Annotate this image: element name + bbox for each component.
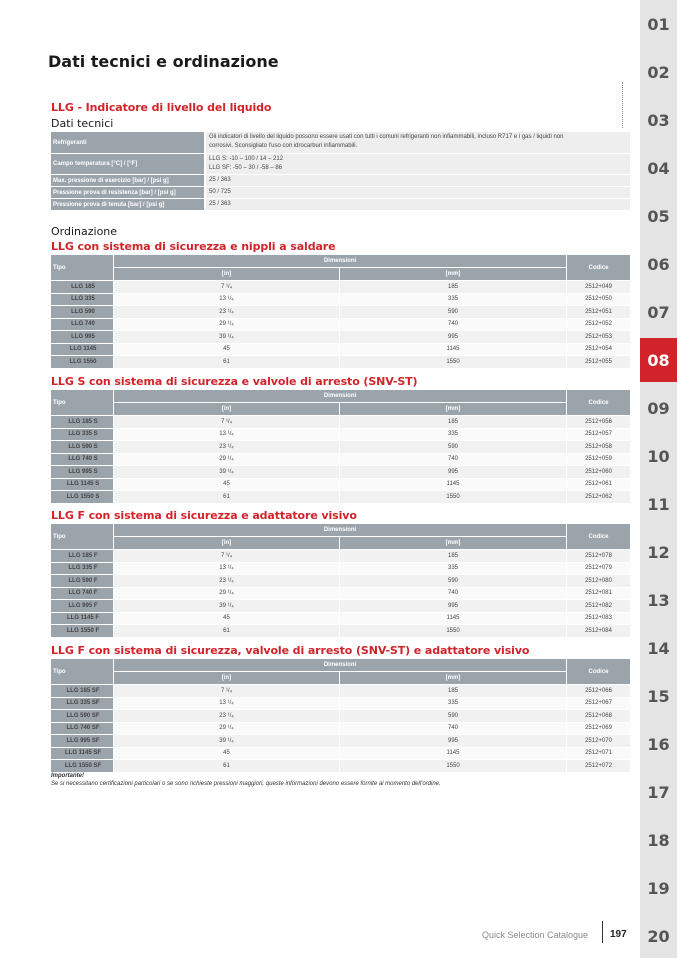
cell-tipo: LLG 1550 SF [51, 760, 113, 772]
cell-in: 7 ¹/₄ [114, 416, 339, 428]
cell-mm: 1550 [340, 760, 566, 772]
cell-tipo: LLG 1145 S [51, 479, 113, 491]
cell-codice: 2512+069 [567, 723, 630, 735]
order-table-title: LLG S con sistema di sicurezza e valvole di arresto (SNV-ST) [51, 375, 418, 388]
cell-mm: 335 [340, 563, 566, 575]
footer-catalogue-label: Quick Selection Catalogue [482, 930, 589, 940]
table-row [51, 294, 630, 306]
tech-row-value-line: 25 / 363 [209, 177, 231, 183]
header-mm: [mm] [340, 537, 566, 549]
chapter-tab-01[interactable]: 01 [647, 14, 670, 34]
table-row [51, 613, 630, 625]
chapter-tab-03[interactable]: 03 [647, 110, 670, 130]
cell-tipo: LLG 740 SF [51, 723, 113, 735]
cell-codice: 2512+072 [567, 760, 630, 772]
chapter-tab-strip [640, 0, 677, 958]
margin-marker [622, 82, 626, 128]
cell-codice: 2512+081 [567, 588, 630, 600]
cell-mm: 335 [340, 698, 566, 710]
cell-mm: 590 [340, 575, 566, 587]
cell-tipo: LLG 185 SF [51, 685, 113, 697]
cell-in: 45 [114, 479, 339, 491]
header-dimensioni: Dimensioni [114, 390, 566, 402]
header-codice: Codice [567, 524, 630, 549]
tech-row-value-line: corrosivi. Sconsigliato l'uso con idrocarburi infiammabili. [209, 142, 358, 149]
table-row [51, 698, 630, 710]
table-row [51, 306, 630, 318]
cell-mm: 740 [340, 454, 566, 466]
tech-row-label: Refrigeranti [51, 132, 204, 153]
cell-in: 13 ¹/₄ [114, 698, 339, 710]
order-table-header [51, 255, 630, 280]
header-in: [in] [114, 403, 339, 415]
header-mm: [mm] [340, 403, 566, 415]
cell-in: 23 ¹/₄ [114, 710, 339, 722]
cell-tipo: LLG 740 S [51, 454, 113, 466]
cell-in: 7 ¹/₄ [114, 550, 339, 562]
cell-mm: 740 [340, 319, 566, 331]
cell-mm: 590 [340, 306, 566, 318]
cell-mm: 1550 [340, 356, 566, 368]
header-units [114, 672, 566, 684]
table-row [51, 588, 630, 600]
cell-tipo: LLG 590 F [51, 575, 113, 587]
header-dimensioni: Dimensioni [114, 255, 566, 267]
order-table-title: LLG F con sistema di sicurezza e adattatore visivo [51, 509, 357, 522]
cell-codice: 2512+051 [567, 306, 630, 318]
tech-row [51, 199, 630, 210]
cell-tipo: LLG 185 F [51, 550, 113, 562]
table-row [51, 735, 630, 747]
cell-mm: 995 [340, 466, 566, 478]
table-row [51, 344, 630, 356]
cell-tipo: LLG 590 S [51, 441, 113, 453]
cell-tipo: LLG 1550 S [51, 491, 113, 503]
chapter-tab-14[interactable]: 14 [647, 638, 670, 658]
table-row [51, 723, 630, 735]
order-table [51, 390, 630, 503]
cell-tipo: LLG 590 SF [51, 710, 113, 722]
chapter-tab-06[interactable]: 06 [647, 254, 670, 274]
tech-row-value [206, 187, 630, 198]
cell-tipo: LLG 1145 [51, 344, 113, 356]
cell-mm: 185 [340, 416, 566, 428]
tech-row-value-line: LLG S: -10 – 100 / 14 – 212 [209, 156, 284, 162]
table-row [51, 331, 630, 343]
header-dimensioni-group [114, 524, 566, 549]
cell-codice: 2512+078 [567, 550, 630, 562]
cell-codice: 2512+071 [567, 748, 630, 760]
cell-tipo: LLG 335 F [51, 563, 113, 575]
tech-subtitle: Dati tecnici [51, 117, 114, 130]
chapter-tab-20[interactable]: 20 [647, 926, 670, 946]
cell-codice: 2512+059 [567, 454, 630, 466]
order-table [51, 255, 630, 368]
cell-tipo: LLG 1550 [51, 356, 113, 368]
tech-row-value [206, 175, 630, 186]
table-row [51, 466, 630, 478]
table-row [51, 600, 630, 612]
cell-in: 7 ¹/₄ [114, 281, 339, 293]
cell-mm: 335 [340, 294, 566, 306]
table-row [51, 454, 630, 466]
table-row [51, 281, 630, 293]
cell-in: 29 ¹/₄ [114, 723, 339, 735]
chapter-tab-04[interactable]: 04 [647, 158, 670, 178]
chapter-tab-09[interactable]: 09 [647, 398, 670, 418]
cell-mm: 335 [340, 429, 566, 441]
cell-tipo: LLG 995 S [51, 466, 113, 478]
table-row [51, 760, 630, 772]
chapter-tab-02[interactable]: 02 [647, 62, 670, 82]
cell-mm: 740 [340, 723, 566, 735]
header-tipo: Tipo [51, 659, 113, 684]
table-row [51, 625, 630, 637]
cell-mm: 1550 [340, 491, 566, 503]
chapter-tab-07[interactable]: 07 [647, 302, 670, 322]
header-dimensioni-group [114, 390, 566, 415]
cell-codice: 2512+068 [567, 710, 630, 722]
tech-data-table [51, 132, 630, 211]
cell-tipo: LLG 335 SF [51, 698, 113, 710]
cell-codice: 2512+049 [567, 281, 630, 293]
important-note [51, 772, 630, 788]
chapter-tab-18[interactable]: 18 [647, 830, 670, 850]
table-row [51, 491, 630, 503]
cell-codice: 2512+053 [567, 331, 630, 343]
cell-mm: 1145 [340, 344, 566, 356]
cell-tipo: LLG 1550 F [51, 625, 113, 637]
tech-row-label: Max. pressione di esercizio [bar] / [psi g] [51, 175, 204, 186]
cell-tipo: LLG 740 [51, 319, 113, 331]
cell-codice: 2512+080 [567, 575, 630, 587]
product-title: LLG - Indicatore di livello del liquido [51, 101, 272, 114]
header-dimensioni-group [114, 255, 566, 280]
tech-row-value [206, 154, 630, 174]
order-table-header [51, 390, 630, 415]
header-codice: Codice [567, 390, 630, 415]
chapter-tab-13[interactable]: 13 [647, 590, 670, 610]
header-dimensioni-group [114, 659, 566, 684]
tech-row-value [206, 199, 630, 210]
cell-mm: 1145 [340, 748, 566, 760]
cell-codice: 2512+084 [567, 625, 630, 637]
cell-in: 61 [114, 760, 339, 772]
chapter-tab-16[interactable]: 16 [647, 734, 670, 754]
table-row [51, 479, 630, 491]
chapter-tab-05[interactable]: 05 [647, 206, 670, 226]
order-table-header [51, 524, 630, 549]
chapter-tab-12[interactable]: 12 [647, 542, 670, 562]
header-in: [in] [114, 537, 339, 549]
cell-tipo: LLG 335 [51, 294, 113, 306]
cell-tipo: LLG 335 S [51, 429, 113, 441]
cell-tipo: LLG 185 [51, 281, 113, 293]
cell-tipo: LLG 1145 SF [51, 748, 113, 760]
chapter-tab-19[interactable]: 19 [647, 878, 670, 898]
cell-mm: 995 [340, 600, 566, 612]
header-in: [in] [114, 672, 339, 684]
header-dimensioni: Dimensioni [114, 524, 566, 536]
table-row [51, 550, 630, 562]
cell-in: 39 ¹/₄ [114, 331, 339, 343]
header-dimensioni: Dimensioni [114, 659, 566, 671]
cell-in: 13 ¹/₄ [114, 294, 339, 306]
cell-codice: 2512+082 [567, 600, 630, 612]
cell-codice: 2512+057 [567, 429, 630, 441]
tech-row-value-line: 50 / 725 [209, 189, 231, 195]
table-row [51, 748, 630, 760]
header-tipo: Tipo [51, 524, 113, 549]
table-row [51, 429, 630, 441]
cell-codice: 2512+083 [567, 613, 630, 625]
cell-mm: 1145 [340, 479, 566, 491]
footer-divider [602, 921, 603, 943]
header-tipo: Tipo [51, 390, 113, 415]
cell-in: 29 ¹/₄ [114, 454, 339, 466]
cell-codice: 2512+061 [567, 479, 630, 491]
table-row [51, 575, 630, 587]
cell-mm: 1550 [340, 625, 566, 637]
header-mm: [mm] [340, 672, 566, 684]
cell-in: 13 ¹/₄ [114, 563, 339, 575]
cell-codice: 2512+054 [567, 344, 630, 356]
header-mm: [mm] [340, 268, 566, 280]
cell-tipo: LLG 1145 F [51, 613, 113, 625]
table-row [51, 685, 630, 697]
tech-row-value [206, 132, 630, 153]
cell-codice: 2512+066 [567, 685, 630, 697]
tech-row [51, 175, 630, 186]
cell-in: 23 ¹/₄ [114, 441, 339, 453]
cell-codice: 2512+056 [567, 416, 630, 428]
cell-mm: 185 [340, 685, 566, 697]
cell-in: 13 ¹/₄ [114, 429, 339, 441]
cell-mm: 1145 [340, 613, 566, 625]
table-row [51, 416, 630, 428]
cell-mm: 995 [340, 331, 566, 343]
cell-tipo: LLG 590 [51, 306, 113, 318]
cell-codice: 2512+070 [567, 735, 630, 747]
cell-mm: 995 [340, 735, 566, 747]
tech-row-label: Campo temperatura [°C] / [°F] [51, 154, 204, 174]
cell-codice: 2512+067 [567, 698, 630, 710]
order-table-title: LLG con sistema di sicurezza e nippli a saldare [51, 240, 336, 253]
cell-tipo: LLG 995 SF [51, 735, 113, 747]
cell-codice: 2512+062 [567, 491, 630, 503]
tech-row-label: Pressione prova di resistenza [bar] / [psi g] [51, 187, 204, 198]
header-units [114, 403, 566, 415]
cell-in: 39 ¹/₄ [114, 600, 339, 612]
tech-row-value-line: Gli indicatori di livello del liquido possono essere usati con tutti i comuni refrigeranti non infiammabili, incluso R717 e i gas / liquidi non [209, 134, 564, 140]
order-table [51, 659, 630, 772]
cell-in: 29 ¹/₄ [114, 319, 339, 331]
cell-mm: 185 [340, 550, 566, 562]
cell-in: 39 ¹/₄ [114, 466, 339, 478]
header-in: [in] [114, 268, 339, 280]
table-row [51, 441, 630, 453]
footer-page-number: 197 [610, 929, 627, 940]
tech-row [51, 154, 630, 174]
cell-mm: 590 [340, 710, 566, 722]
cell-in: 61 [114, 356, 339, 368]
order-subtitle: Ordinazione [51, 225, 118, 238]
header-units [114, 268, 566, 280]
cell-in: 23 ¹/₄ [114, 306, 339, 318]
cell-tipo: LLG 995 [51, 331, 113, 343]
cell-in: 61 [114, 491, 339, 503]
tech-row-label: Pressione prova di tenuta [bar] / [psi g] [51, 199, 204, 210]
header-units [114, 537, 566, 549]
header-codice: Codice [567, 255, 630, 280]
table-row [51, 356, 630, 368]
chapter-tab-10[interactable]: 10 [647, 446, 670, 466]
tech-row [51, 132, 630, 153]
cell-mm: 185 [340, 281, 566, 293]
table-row [51, 710, 630, 722]
cell-tipo: LLG 995 F [51, 600, 113, 612]
cell-in: 45 [114, 748, 339, 760]
tech-row [51, 187, 630, 198]
cell-codice: 2512+050 [567, 294, 630, 306]
chapter-tab-11[interactable]: 11 [647, 494, 670, 514]
cell-in: 45 [114, 344, 339, 356]
cell-codice: 2512+055 [567, 356, 630, 368]
cell-in: 39 ¹/₄ [114, 735, 339, 747]
cell-codice: 2512+079 [567, 563, 630, 575]
chapter-tab-17[interactable]: 17 [647, 782, 670, 802]
order-table-title: LLG F con sistema di sicurezza, valvole di arresto (SNV-ST) e adattatore visivo [51, 644, 530, 657]
cell-mm: 590 [340, 441, 566, 453]
table-row [51, 563, 630, 575]
order-table [51, 524, 630, 637]
cell-in: 7 ¹/₄ [114, 685, 339, 697]
page-title: Dati tecnici e ordinazione [48, 52, 279, 71]
cell-mm: 740 [340, 588, 566, 600]
cell-in: 29 ¹/₄ [114, 588, 339, 600]
tech-row-value-line: 25 / 363 [209, 201, 231, 207]
note-title: Importante! [51, 773, 84, 779]
cell-tipo: LLG 185 S [51, 416, 113, 428]
cell-in: 45 [114, 613, 339, 625]
cell-tipo: LLG 740 F [51, 588, 113, 600]
cell-in: 61 [114, 625, 339, 637]
cell-codice: 2512+058 [567, 441, 630, 453]
note-text: Se si necessitano certificazioni particolari o se sono richieste pressioni maggiori, queste informazioni devono essere fornite al momento dell'ordine. [51, 781, 441, 787]
order-table-header [51, 659, 630, 684]
header-codice: Codice [567, 659, 630, 684]
chapter-tab-15[interactable]: 15 [647, 686, 670, 706]
tech-row-value-line: LLG SF: -50 – 30 / -58 – 86 [209, 164, 283, 171]
header-tipo: Tipo [51, 255, 113, 280]
table-row [51, 319, 630, 331]
cell-codice: 2512+052 [567, 319, 630, 331]
cell-in: 23 ¹/₄ [114, 575, 339, 587]
chapter-tab-08[interactable]: 08 [640, 338, 677, 382]
cell-codice: 2512+060 [567, 466, 630, 478]
